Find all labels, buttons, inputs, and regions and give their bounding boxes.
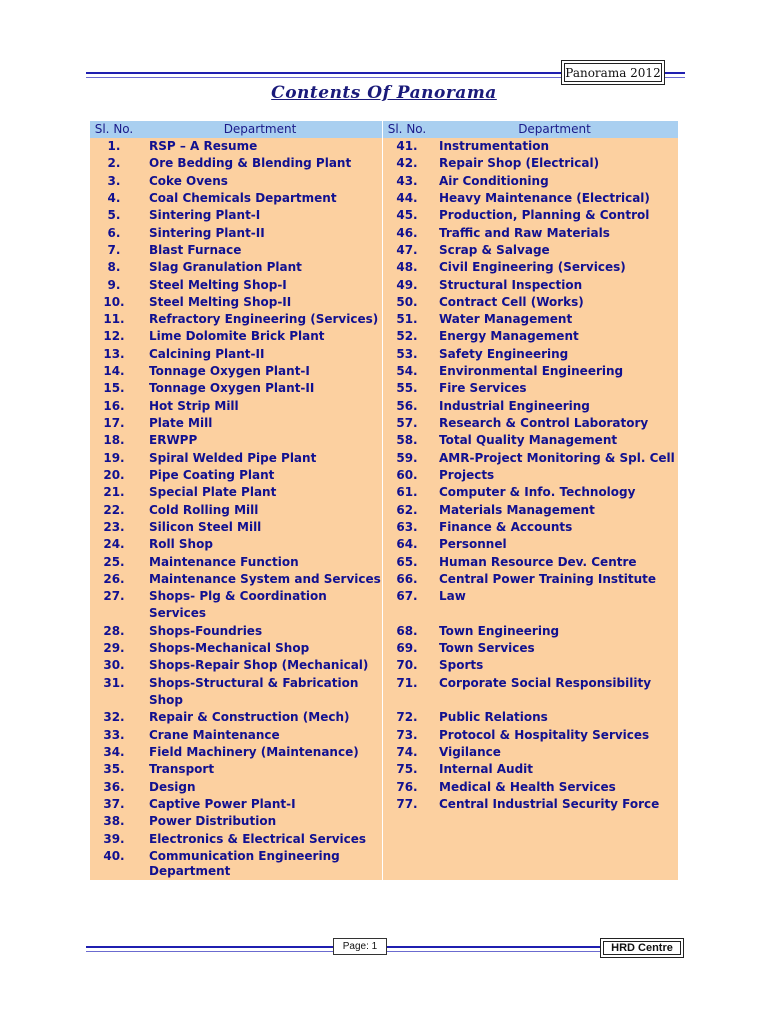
- table-row: [90, 484, 678, 501]
- table-row: [90, 450, 678, 467]
- table-row: [90, 207, 678, 224]
- footer-rule-middle: [387, 946, 600, 948]
- row-number-left: 18.: [103, 433, 125, 448]
- column-header-sl-no: Sl. No.: [90, 121, 138, 138]
- row-number-left: 36.: [103, 779, 125, 794]
- department-name-left: Lime Dolomite Brick Plant: [149, 329, 325, 344]
- department-name-left: Sintering Plant-II: [149, 225, 265, 240]
- row-number-left: 15.: [103, 381, 125, 396]
- department-name-right: Internal Audit: [439, 762, 534, 777]
- department-name-left: Hot Strip Mill: [149, 398, 239, 413]
- department-name-left: Shops-Structural & Fabrication Shop: [149, 675, 359, 707]
- department-name-left: Silicon Steel Mill: [149, 519, 262, 534]
- table-row: [90, 502, 678, 519]
- row-number-right: 44.: [383, 190, 432, 207]
- department-name-left: Field Machinery (Maintenance): [149, 744, 359, 759]
- row-number-right: 77.: [383, 796, 432, 813]
- department-name-right: Environmental Engineering: [439, 364, 624, 379]
- department-name-right: Human Resource Dev. Centre: [439, 554, 637, 569]
- header-rule: [86, 72, 561, 74]
- header-rule-right: [665, 72, 685, 74]
- row-number-left: 24.: [103, 537, 125, 552]
- department-name-left: Ore Bedding & Blending Plant: [149, 156, 352, 171]
- department-name-left: Power Distribution: [149, 814, 277, 829]
- footer-rule-thin: [86, 951, 333, 952]
- row-number-right: 74.: [383, 744, 432, 761]
- department-name-left: Captive Power Plant-I: [149, 796, 296, 811]
- table-row: [90, 675, 678, 710]
- table-row: [90, 398, 678, 415]
- department-name-right: Central Industrial Security Force: [439, 796, 660, 811]
- row-number-left: 38.: [103, 814, 125, 829]
- table-row: [90, 813, 678, 830]
- department-name-right: Personnel: [439, 537, 507, 552]
- row-number-left: 29.: [103, 641, 125, 656]
- row-number-left: 20.: [103, 467, 125, 482]
- row-number-right: 66.: [383, 571, 432, 588]
- department-name-left: Shops-Repair Shop (Mechanical): [149, 658, 369, 673]
- table-row: [90, 588, 678, 623]
- row-number-right: 59.: [383, 450, 432, 467]
- row-number-left: 1.: [107, 139, 121, 153]
- department-name-right: Research & Control Laboratory: [439, 416, 649, 430]
- department-name-left: Design: [149, 779, 196, 794]
- table-row: [90, 554, 678, 571]
- department-name-left: Transport: [149, 762, 215, 777]
- page-number-text: Page: 1: [342, 941, 378, 952]
- row-number-right: 70.: [383, 657, 432, 674]
- department-name-right: Air Conditioning: [439, 173, 549, 188]
- department-name-left: Shops- Plg & Coordination Services: [149, 589, 327, 621]
- department-name-right: Water Management: [439, 312, 573, 327]
- row-number-left: 11.: [103, 312, 125, 327]
- row-number-left: 27.: [103, 589, 125, 604]
- department-name-left: Cold Rolling Mill: [149, 502, 259, 517]
- row-number-right: 65.: [383, 554, 432, 571]
- department-name-right: Energy Management: [439, 329, 579, 344]
- department-name-right: [431, 831, 678, 848]
- department-name-left: Steel Melting Shop-I: [149, 277, 287, 292]
- department-name-right: Industrial Engineering: [439, 398, 590, 413]
- table-row: [90, 190, 678, 207]
- badge-text: Panorama 2012: [565, 65, 661, 80]
- table-row: [90, 363, 678, 380]
- row-number-right: [383, 831, 432, 848]
- department-name-left: Coal Chemicals Department: [149, 190, 337, 205]
- row-number-right: 76.: [383, 779, 432, 796]
- row-number-left: 3.: [107, 173, 121, 188]
- page-number: [333, 938, 387, 955]
- table-row: [90, 536, 678, 553]
- table-row: [90, 259, 678, 276]
- department-name-left: Roll Shop: [149, 537, 213, 552]
- row-number-right: 64.: [383, 536, 432, 553]
- row-number-right: 55.: [383, 380, 432, 397]
- department-name-right: Finance & Accounts: [439, 519, 573, 534]
- row-number-right: 73.: [383, 727, 432, 744]
- row-number-left: 39.: [103, 831, 125, 846]
- table-row: [90, 640, 678, 657]
- row-number-right: 56.: [383, 398, 432, 415]
- row-number-left: 17.: [103, 416, 125, 430]
- row-number-left: 8.: [107, 260, 121, 275]
- table-row: [90, 779, 678, 796]
- department-name-left: Special Plate Plant: [149, 485, 277, 500]
- table-row: [90, 623, 678, 640]
- row-number-left: 14.: [103, 364, 125, 379]
- row-number-left: 7.: [107, 242, 121, 257]
- department-name-left: Shops-Mechanical Shop: [149, 641, 310, 656]
- row-number-right: 58.: [383, 432, 432, 449]
- column-header-department: Department: [138, 121, 383, 138]
- department-name-right: Contract Cell (Works): [439, 294, 584, 309]
- table-row: [90, 138, 678, 155]
- department-name-left: Blast Furnace: [149, 242, 242, 257]
- department-name-left: Refractory Engineering (Services): [149, 312, 379, 327]
- row-number-left: 13.: [103, 346, 125, 361]
- department-name-right: [431, 848, 678, 880]
- table-row: [90, 571, 678, 588]
- department-name-left: Pipe Coating Plant: [149, 467, 275, 482]
- header-rule-thin: [86, 77, 561, 78]
- row-number-right: 54.: [383, 363, 432, 380]
- row-number-left: 32.: [103, 710, 125, 725]
- row-number-left: 30.: [103, 658, 125, 673]
- department-name-right: Corporate Social Responsibility: [439, 675, 652, 690]
- department-name-right: Vigilance: [439, 744, 501, 759]
- department-name-right: Town Engineering: [439, 623, 560, 638]
- table-row: [90, 848, 678, 880]
- header-rule-right-thin: [665, 77, 685, 78]
- table-row: [90, 328, 678, 345]
- table-row: [90, 831, 678, 848]
- table-row: [90, 277, 678, 294]
- centre-badge: [600, 938, 684, 958]
- department-name-right: Safety Engineering: [439, 346, 569, 361]
- row-number-left: 9.: [107, 277, 121, 292]
- department-name-right: Heavy Maintenance (Electrical): [439, 190, 650, 205]
- row-number-right: 51.: [383, 311, 432, 328]
- table-row: [90, 519, 678, 536]
- department-name-left: RSP – A Resume: [149, 139, 258, 153]
- table-row: [90, 346, 678, 363]
- department-name-right: Protocol & Hospitality Services: [439, 727, 650, 742]
- row-number-left: 34.: [103, 744, 125, 759]
- department-name-left: Plate Mill: [149, 416, 213, 430]
- contents-table: [90, 121, 678, 880]
- table-row: [90, 467, 678, 484]
- department-name-left: Slag Granulation Plant: [149, 260, 302, 275]
- department-name-left: Electronics & Electrical Services: [149, 831, 367, 846]
- table-row: [90, 744, 678, 761]
- table-row: [90, 242, 678, 259]
- department-name-right: Law: [439, 589, 466, 604]
- row-number-left: 12.: [103, 329, 125, 344]
- department-name-left: Spiral Welded Pipe Plant: [149, 450, 317, 465]
- row-number-left: 40.: [103, 848, 125, 863]
- row-number-left: 5.: [107, 208, 121, 223]
- row-number-left: 35.: [103, 762, 125, 777]
- row-number-left: 31.: [103, 675, 125, 690]
- row-number-right: 62.: [383, 502, 432, 519]
- table-row: [90, 761, 678, 778]
- department-name-right: Civil Engineering (Services): [439, 260, 626, 275]
- row-number-left: 19.: [103, 450, 125, 465]
- department-name-right: Materials Management: [439, 502, 595, 517]
- table-row: [90, 796, 678, 813]
- department-name-left: Tonnage Oxygen Plant-I: [149, 364, 310, 379]
- row-number-left: 37.: [103, 796, 125, 811]
- page-title: Contents Of Panorama: [271, 83, 497, 103]
- table-row: [90, 657, 678, 674]
- department-name-right: Repair Shop (Electrical): [439, 156, 600, 171]
- table-row: [90, 225, 678, 242]
- row-number-right: 69.: [383, 640, 432, 657]
- row-number-right: 71.: [383, 675, 432, 710]
- department-name-left: Steel Melting Shop-II: [149, 294, 292, 309]
- column-header-sl-no: Sl. No.: [383, 121, 432, 138]
- table-row: [90, 432, 678, 449]
- document-badge: [561, 60, 665, 85]
- department-name-left: Sintering Plant-I: [149, 208, 261, 223]
- table-row: [90, 415, 678, 432]
- row-number-left: 21.: [103, 485, 125, 500]
- row-number-left: 28.: [103, 623, 125, 638]
- row-number-right: 49.: [383, 277, 432, 294]
- row-number-left: 26.: [103, 571, 125, 586]
- department-name-right: Computer & Info. Technology: [439, 485, 636, 500]
- department-name-right: Instrumentation: [439, 139, 550, 153]
- row-number-left: 22.: [103, 502, 125, 517]
- row-number-right: 41.: [383, 138, 432, 155]
- row-number-right: 46.: [383, 225, 432, 242]
- row-number-left: 2.: [107, 156, 121, 171]
- row-number-right: 50.: [383, 294, 432, 311]
- department-name-left: ERWPP: [149, 433, 198, 448]
- department-name-right: Central Power Training Institute: [439, 571, 657, 586]
- row-number-right: 72.: [383, 709, 432, 726]
- department-name-left: Tonnage Oxygen Plant-II: [149, 381, 315, 396]
- department-name-left: Maintenance Function: [149, 554, 299, 569]
- department-name-right: Medical & Health Services: [439, 779, 616, 794]
- row-number-right: 47.: [383, 242, 432, 259]
- centre-badge-text: HRD Centre: [611, 942, 673, 954]
- table-row: [90, 173, 678, 190]
- row-number-left: 6.: [107, 225, 121, 240]
- row-number-right: 43.: [383, 173, 432, 190]
- department-name-left: Maintenance System and Services: [149, 571, 381, 586]
- footer-rule-middle-thin: [387, 951, 600, 952]
- department-name-left: Communication Engineering Department: [149, 848, 340, 878]
- row-number-left: 4.: [107, 190, 121, 205]
- department-name-right: Total Quality Management: [439, 433, 618, 448]
- department-name-left: Repair & Construction (Mech): [149, 710, 350, 725]
- department-name-right: Projects: [439, 467, 495, 482]
- department-name-right: AMR-Project Monitoring & Spl. Cell: [439, 450, 675, 465]
- table-row: [90, 294, 678, 311]
- row-number-left: 25.: [103, 554, 125, 569]
- table-row: [90, 380, 678, 397]
- row-number-right: 42.: [383, 155, 432, 172]
- department-name-left: Calcining Plant-II: [149, 346, 265, 361]
- row-number-right: [383, 848, 432, 880]
- table-row: [90, 727, 678, 744]
- row-number-right: 52.: [383, 328, 432, 345]
- department-name-right: [431, 813, 678, 830]
- row-number-right: 67.: [383, 588, 432, 623]
- row-number-right: 75.: [383, 761, 432, 778]
- department-name-right: Sports: [439, 658, 484, 673]
- row-number-right: 60.: [383, 467, 432, 484]
- table-row: [90, 155, 678, 172]
- row-number-left: 16.: [103, 398, 125, 413]
- department-name-left: Coke Ovens: [149, 173, 228, 188]
- table-header-row: [90, 121, 678, 138]
- row-number-right: 57.: [383, 415, 432, 432]
- department-name-right: Town Services: [439, 641, 535, 656]
- department-name-right: Public Relations: [439, 710, 548, 725]
- department-name-right: Traffic and Raw Materials: [439, 225, 610, 240]
- department-name-right: Production, Planning & Control: [439, 208, 650, 223]
- department-name-left: Crane Maintenance: [149, 727, 280, 742]
- table-row: [90, 709, 678, 726]
- row-number-right: 68.: [383, 623, 432, 640]
- row-number-right: 48.: [383, 259, 432, 276]
- row-number-left: 33.: [103, 727, 125, 742]
- row-number-right: 45.: [383, 207, 432, 224]
- department-name-right: Fire Services: [439, 381, 527, 396]
- row-number-left: 23.: [103, 519, 125, 534]
- row-number-right: [383, 813, 432, 830]
- department-name-left: Shops-Foundries: [149, 623, 263, 638]
- row-number-right: 53.: [383, 346, 432, 363]
- column-header-department: Department: [431, 121, 678, 138]
- department-name-right: Structural Inspection: [439, 277, 583, 292]
- row-number-right: 63.: [383, 519, 432, 536]
- row-number-right: 61.: [383, 484, 432, 501]
- table-row: [90, 311, 678, 328]
- department-name-right: Scrap & Salvage: [439, 242, 550, 257]
- footer-rule: [86, 946, 333, 948]
- row-number-left: 10.: [103, 294, 125, 309]
